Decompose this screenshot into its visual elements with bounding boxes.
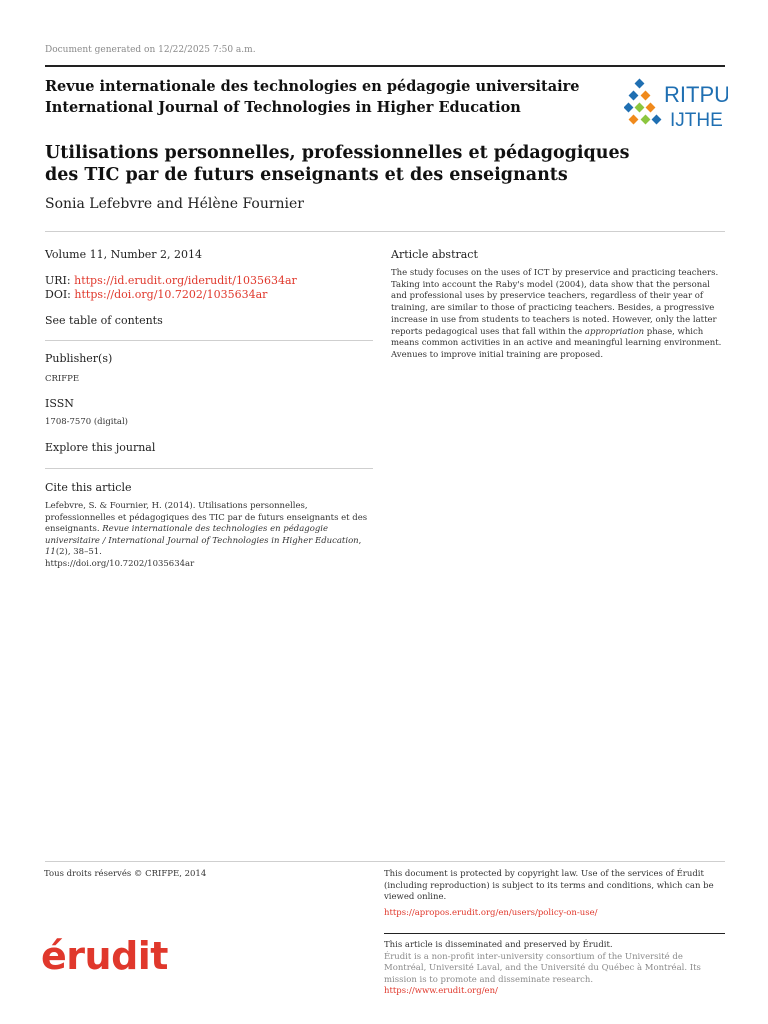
abstract-text-2: phase, which means common activities in an active and meaningful learning environment. Avenues to improve initial training are proposed. [391, 326, 722, 360]
citation-part1: Lefebvre, S. & Fournier, H. (2014). Utilisations personnelles, professionnelles et pédagogiques des TIC par de futurs enseignants et des enseignants. [45, 501, 368, 534]
left-divider-2 [45, 468, 373, 469]
ritpu-mark-icon [624, 76, 728, 134]
protection-text: This document is protected by copyright law. Use of the services of Érudit (including reproduction) is subject to its terms and conditions, which can be viewed online. [384, 869, 714, 902]
doi-line [45, 288, 267, 301]
article-title: Utilisations personnelles, professionnelles et pédagogiques des TIC par de futurs enseignants et des enseignants [45, 143, 630, 185]
citation-doi: https://doi.org/10.7202/1035634ar [45, 558, 195, 569]
citation-text [45, 501, 379, 570]
article-authors: Sonia Lefebvre and Hélène Fournier [45, 196, 304, 212]
top-rule [45, 65, 725, 67]
abstract-text [391, 268, 725, 362]
logo-ritpu: RITPU [664, 82, 728, 107]
copyright-notice: Tous droits réservés © CRIFPE, 2014 [44, 869, 207, 879]
abstract-heading: Article abstract [391, 248, 478, 261]
explore-journal-link[interactable]: Explore this journal [45, 441, 156, 454]
doi-link[interactable]: https://doi.org/10.7202/1035634ar [74, 288, 268, 301]
citation-part3: (2), 38–51. [55, 547, 102, 557]
publisher-heading: Publisher(s) [45, 352, 113, 365]
erudit-link[interactable]: https://www.erudit.org/en/ [384, 986, 498, 996]
footer-divider [45, 861, 725, 862]
citation-part2: , [358, 535, 362, 546]
footer-rule [384, 933, 725, 934]
left-divider-1 [45, 340, 373, 341]
disseminated-text: This article is disseminated and preserved by Érudit. [384, 940, 613, 950]
dissemination-block [384, 940, 714, 998]
citation-volume: 11 [45, 547, 56, 557]
issn-value: 1708-7570 (digital) [45, 417, 128, 427]
issn-heading: ISSN [45, 397, 74, 410]
journal-name-fr: Revue internationale des technologies en pédagogie universitaire [45, 78, 580, 95]
citation-journal: Revue internationale des technologies en pédagogie universitaire / International Journal of Technologies in Higher Education [45, 524, 359, 546]
uri-label: URI: [45, 274, 71, 287]
erudit-logo: érudit [41, 934, 168, 978]
doi-label: DOI: [45, 288, 71, 301]
table-of-contents-link[interactable]: See table of contents [45, 314, 163, 327]
uri-link[interactable]: https://id.erudit.org/iderudit/1035634ar [74, 274, 297, 287]
ritpu-logo [624, 76, 728, 134]
abstract-text-1: The study focuses on the uses of ICT by preservice and practicing teachers. Taking into account the Raby's model (2004), data show that the personal and professional uses by preservice teachers, regardless of their year of training, are similar to those of practicing teachers. Besides, a progressive increase in use from students to teachers is noted. However, only the latter reports pedagogical uses that fall within the [391, 268, 719, 337]
generated-note: Document generated on 12/22/2025 7:50 a.m. [45, 45, 256, 55]
uri-line [45, 274, 297, 287]
journal-name-en: International Journal of Technologies in Higher Education [45, 99, 521, 116]
publisher-value: CRIFPE [45, 374, 80, 384]
abstract-italic: appropriation [584, 326, 645, 337]
cite-heading: Cite this article [45, 481, 132, 494]
header-divider [45, 231, 725, 232]
volume-info: Volume 11, Number 2, 2014 [45, 248, 203, 261]
consortium-text: Érudit is a non-profit inter-university consortium of the Université de Montréal, Université Laval, and the Université du Québec à Montréal. Its mission is to promote and disseminate research. [384, 951, 701, 985]
copyright-protection [384, 869, 714, 919]
policy-link[interactable]: https://apropos.erudit.org/en/users/policy-on-use/ [384, 907, 598, 918]
logo-ijthe: IJTHE [670, 110, 723, 131]
journal-title [45, 76, 579, 118]
